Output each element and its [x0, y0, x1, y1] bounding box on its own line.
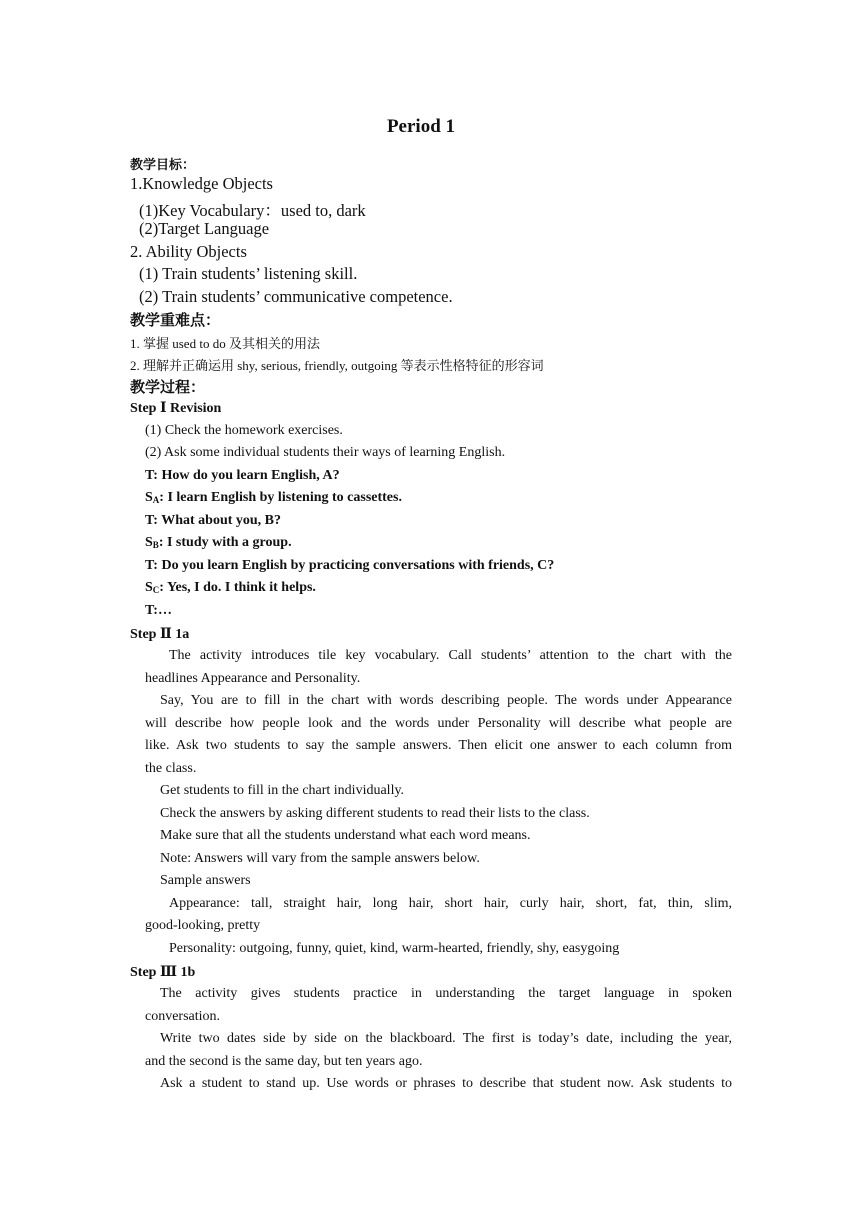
ability-objects: 2. Ability Objects: [130, 242, 247, 261]
target-language: (2)Target Language: [139, 219, 270, 238]
dialogue-student-b: $S_B$: I study with a group.: [145, 535, 292, 550]
step2-paragraph-line: the class.: [145, 761, 197, 776]
step2-heading: Step Ⅱ 1a: [130, 627, 190, 642]
step2-line: Get students to fill in the chart individually.: [160, 783, 405, 798]
step2-line: Sample answers: [160, 873, 251, 888]
key-point-2: 2. 理解并正确运用 shy, serious, friendly, outgoing 等表示性格特征的形容词: [130, 358, 544, 373]
process-heading: 教学过程：: [130, 378, 206, 396]
step2-line: Check the answers by asking different students to read their lists to the class.: [160, 806, 590, 821]
step2-paragraph-line: like. Ask two students to say the sample answers. Then elicit one answer to each column from: [145, 738, 732, 753]
step2-paragraph-line: Say, You are to fill in the chart with words describing people. The words under Appearance: [160, 693, 732, 708]
appearance-answers: Appearance: tall, straight hair, long hair, short hair, curly hair, short, fat, thin, slim,: [169, 896, 732, 911]
objectives-heading: 教学目标：: [130, 158, 196, 173]
step1-line: (1) Check the homework exercises.: [145, 423, 343, 438]
page-title: Period 1: [386, 116, 456, 137]
dialogue-student-a: $S_A$: I learn English by listening to cassettes.: [145, 490, 402, 505]
step3-paragraph-line: The activity gives students practice in understanding the target language in spoken: [160, 986, 732, 1001]
step3-paragraph-line: Write two dates side by side on the blackboard. The first is today’s date, including the year,: [160, 1031, 732, 1046]
step2-paragraph-line: headlines Appearance and Personality.: [145, 671, 361, 686]
key-point-1: 1. 掌握 used to do 及其相关的用法: [130, 336, 320, 351]
knowledge-objects: 1.Knowledge Objects: [130, 174, 273, 193]
step1-line: (2) Ask some individual students their ways of learning English.: [145, 445, 506, 460]
dialogue-teacher: T: How do you learn English, A?: [145, 468, 340, 483]
dialogue-teacher: T: What about you, B?: [145, 513, 282, 528]
step2-paragraph-line: The activity introduces tile key vocabulary. Call students’ attention to the chart with the: [169, 648, 732, 663]
listening-skill: (1) Train students’ listening skill.: [139, 264, 358, 283]
dialogue-teacher: T:…: [145, 603, 172, 618]
step3-paragraph-line: conversation.: [145, 1009, 221, 1024]
step3-heading: Step Ⅲ 1b: [130, 965, 196, 980]
communicative-competence: (2) Train students’ communicative competence.: [139, 287, 453, 306]
step2-line: Make sure that all the students understand what each word means.: [160, 828, 531, 843]
step1-heading: Step Ⅰ Revision: [130, 401, 222, 416]
step2-paragraph-line: will describe how people look and the words under Personality will describe what people are: [145, 716, 732, 731]
step3-paragraph-line: Ask a student to stand up. Use words or phrases to describe that student now. Ask students to: [160, 1076, 732, 1091]
appearance-answers: good-looking, pretty: [145, 918, 261, 933]
personality-answers: Personality: outgoing, funny, quiet, kind, warm-hearted, friendly, shy, easygoing: [169, 941, 620, 956]
dialogue-teacher: T: Do you learn English by practicing conversations with friends, C?: [145, 558, 555, 573]
key-vocabulary: (1)Key Vocabulary：used to, dark: [139, 201, 366, 220]
step2-line: Note: Answers will vary from the sample answers below.: [160, 851, 480, 866]
key-points-heading: 教学重难点：: [130, 311, 221, 329]
step3-paragraph-line: and the second is the same day, but ten years ago.: [145, 1054, 423, 1069]
dialogue-student-c: $S_C$: Yes, I do. I think it helps.: [145, 580, 316, 595]
